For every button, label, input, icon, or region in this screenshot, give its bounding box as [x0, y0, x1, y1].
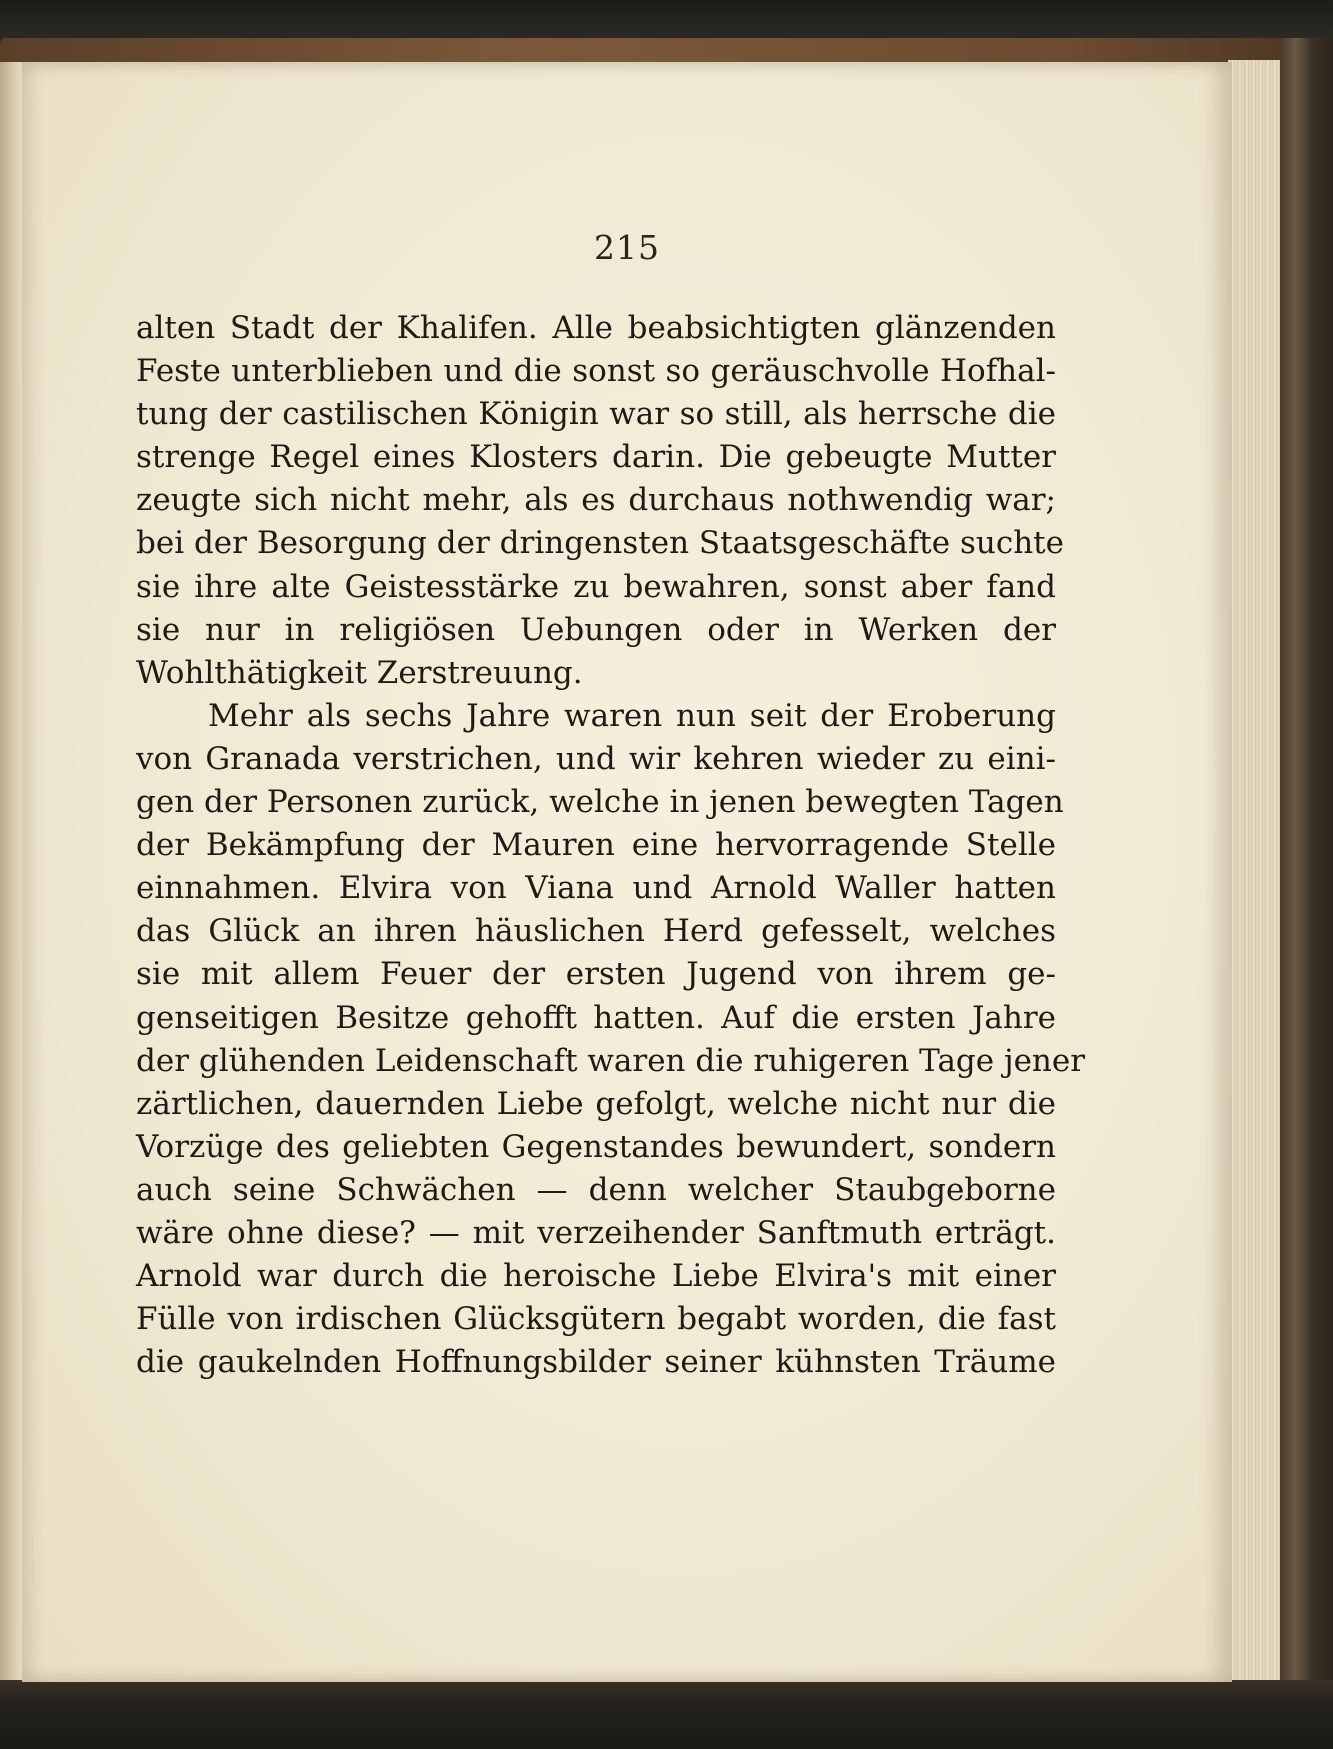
- text-line: Vorzüge des geliebten Gegenstandes bewundert, sondern: [136, 1128, 1056, 1165]
- text-line: Feste unterblieben und die sonst so geräuschvolle Hofhal-: [136, 353, 1056, 390]
- text-line: von Granada verstrichen, und wir kehren wieder zu eini-: [136, 740, 1056, 777]
- paragraph-start-line: Mehr als sechs Jahre waren nun seit der Eroberung: [208, 697, 1056, 734]
- text-line: strenge Regel eines Klosters darin. Die gebeugte Mutter: [136, 439, 1056, 476]
- text-line: wäre ohne diese? — mit verzeihender Sanftmuth erträgt.: [136, 1214, 1056, 1251]
- book-page: [22, 62, 1232, 1682]
- text-line: Fülle von irdischen Glücksgütern begabt worden, die fast: [136, 1301, 1056, 1338]
- body-text: [136, 307, 1086, 1384]
- text-line: die gaukelnden Hoffnungsbilder seiner kühnsten Träume: [136, 1344, 1056, 1381]
- text-line: gen der Personen zurück, welche in jenen bewegten Tagen: [136, 784, 1064, 821]
- text-line: der glühenden Leidenschaft waren die ruhigeren Tage jener: [136, 1042, 1086, 1079]
- page-gutter: [0, 62, 24, 1682]
- text-line: Arnold war durch die heroische Liebe Elvira's mit einer: [136, 1258, 1056, 1295]
- text-line: auch seine Schwächen — denn welcher Staubgeborne: [136, 1171, 1056, 1208]
- text-line: sie mit allem Feuer der ersten Jugend von ihrem ge-: [136, 956, 1056, 993]
- backing-board-bottom: [0, 1680, 1333, 1749]
- text-line: der Bekämpfung der Mauren eine hervorragende Stelle: [136, 827, 1056, 864]
- page-number: 215: [594, 228, 660, 267]
- text-line: zärtlichen, dauernden Liebe gefolgt, welche nicht nur die: [136, 1085, 1056, 1122]
- text-line: genseitigen Besitze gehofft hatten. Auf die ersten Jahre: [136, 999, 1056, 1036]
- text-line: zeugte sich nicht mehr, als es durchaus nothwendig war;: [136, 482, 1056, 519]
- text-line: sie nur in religiösen Uebungen oder in Werken der: [136, 611, 1056, 648]
- text-line: alten Stadt der Khalifen. Alle beabsichtigten glänzenden: [136, 310, 1056, 346]
- text-line: einnahmen. Elvira von Viana und Arnold Waller hatten: [136, 870, 1056, 907]
- text-line: das Glück an ihren häuslichen Herd gefesselt, welches: [136, 913, 1056, 950]
- text-line: bei der Besorgung der dringensten Staatsgeschäfte suchte: [136, 525, 1064, 562]
- page-block-edges: [1228, 60, 1280, 1680]
- text-line: sie ihre alte Geistesstärke zu bewahren, sonst aber fand: [136, 568, 1056, 605]
- text-line: tung der castilischen Königin war so still, als herrsche die: [136, 396, 1056, 433]
- book-cover-right-edge: [1280, 38, 1333, 1688]
- text-line: Wohlthätigkeit Zerstreuung.: [136, 654, 583, 691]
